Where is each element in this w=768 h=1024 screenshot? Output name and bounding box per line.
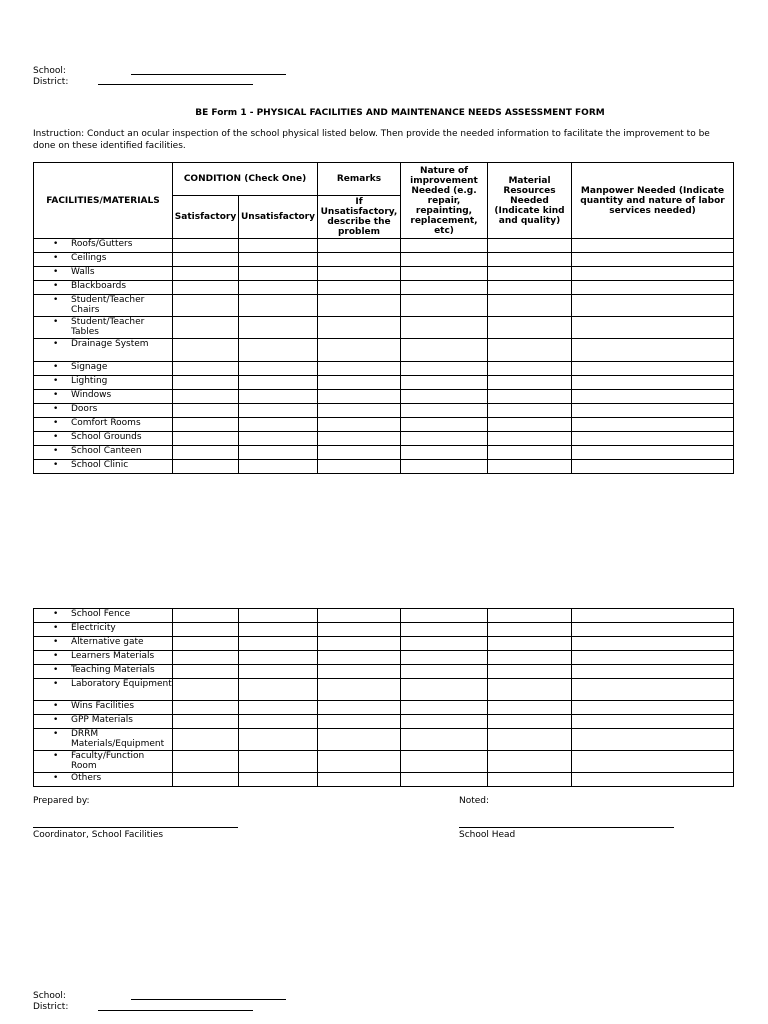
manpower-cell[interactable] — [572, 651, 734, 665]
facility-item-label: Learners Materials — [71, 651, 155, 661]
satisfactory-cell[interactable] — [173, 773, 239, 787]
manpower-cell[interactable] — [572, 665, 734, 679]
satisfactory-cell[interactable] — [173, 253, 239, 267]
facility-item — [34, 637, 173, 651]
bullet-icon: • — [53, 432, 59, 442]
material-cell[interactable] — [488, 623, 572, 637]
nature-cell[interactable] — [401, 715, 488, 729]
table-row — [34, 729, 734, 751]
satisfactory-cell[interactable] — [173, 651, 239, 665]
satisfactory-cell[interactable] — [173, 404, 239, 418]
nature-cell[interactable] — [401, 446, 488, 460]
bullet-icon: • — [53, 390, 59, 400]
nature-cell[interactable] — [401, 376, 488, 390]
facility-item — [34, 418, 173, 432]
prepared-by-label: Prepared by: — [33, 796, 90, 806]
nature-cell[interactable] — [401, 609, 488, 623]
satisfactory-cell[interactable] — [173, 281, 239, 295]
facility-item-label: Ceilings — [71, 253, 107, 263]
satisfactory-cell[interactable] — [173, 679, 239, 701]
facility-item — [34, 317, 173, 339]
satisfactory-cell[interactable] — [173, 623, 239, 637]
manpower-cell[interactable] — [572, 362, 734, 376]
satisfactory-cell[interactable] — [173, 729, 239, 751]
bullet-icon: • — [53, 460, 59, 470]
material-cell[interactable] — [488, 267, 572, 281]
facility-item — [34, 651, 173, 665]
material-cell[interactable] — [488, 418, 572, 432]
nature-cell[interactable] — [401, 390, 488, 404]
assessment-table-part2 — [33, 608, 734, 787]
facility-item — [34, 267, 173, 281]
remarks-cell[interactable] — [318, 609, 401, 623]
table-row — [34, 651, 734, 665]
remarks-cell[interactable] — [318, 267, 401, 281]
material-cell[interactable] — [488, 376, 572, 390]
table-row — [34, 701, 734, 715]
remarks-cell[interactable] — [318, 729, 401, 751]
facility-item-label: Comfort Rooms — [71, 418, 141, 428]
nature-cell[interactable] — [401, 281, 488, 295]
manpower-cell[interactable] — [572, 295, 734, 317]
form-title: BE Form 1 - PHYSICAL FACILITIES AND MAINTENANCE NEEDS ASSESSMENT FORM — [195, 108, 605, 118]
manpower-cell[interactable] — [572, 623, 734, 637]
unsatisfactory-cell[interactable] — [239, 637, 318, 651]
unsatisfactory-cell[interactable] — [239, 362, 318, 376]
material-cell[interactable] — [488, 715, 572, 729]
table-row — [34, 295, 734, 317]
table-row — [34, 339, 734, 362]
nature-cell[interactable] — [401, 623, 488, 637]
unsatisfactory-cell[interactable] — [239, 239, 318, 253]
remarks-cell[interactable] — [318, 239, 401, 253]
nature-cell[interactable] — [401, 253, 488, 267]
table-row — [34, 317, 734, 339]
bullet-icon: • — [53, 295, 59, 305]
bullet-icon: • — [53, 665, 59, 675]
material-cell[interactable] — [488, 701, 572, 715]
facility-item — [34, 609, 173, 623]
remarks-cell[interactable] — [318, 665, 401, 679]
satisfactory-cell[interactable] — [173, 446, 239, 460]
unsatisfactory-cell[interactable] — [239, 679, 318, 701]
manpower-cell[interactable] — [572, 376, 734, 390]
remarks-cell[interactable] — [318, 432, 401, 446]
satisfactory-cell[interactable] — [173, 715, 239, 729]
facility-item-label: Teaching Materials — [71, 665, 155, 675]
bullet-icon: • — [53, 281, 59, 291]
table-row — [34, 637, 734, 651]
remarks-cell[interactable] — [318, 362, 401, 376]
unsatisfactory-cell[interactable] — [239, 295, 318, 317]
satisfactory-cell[interactable] — [173, 239, 239, 253]
facility-item-label: Student/Teacher Tables — [71, 317, 145, 337]
material-cell[interactable] — [488, 679, 572, 701]
material-cell[interactable] — [488, 751, 572, 773]
material-cell[interactable] — [488, 239, 572, 253]
facility-item-label: Signage — [71, 362, 108, 372]
facility-item — [34, 751, 173, 773]
satisfactory-cell[interactable] — [173, 665, 239, 679]
nature-cell[interactable] — [401, 418, 488, 432]
manpower-cell[interactable] — [572, 253, 734, 267]
facility-item — [34, 729, 173, 751]
bullet-icon: • — [53, 446, 59, 456]
manpower-cell[interactable] — [572, 637, 734, 651]
facility-item-label: Drainage System — [71, 339, 149, 349]
table-row — [34, 376, 734, 390]
bullet-icon: • — [53, 317, 59, 327]
nature-cell[interactable] — [401, 317, 488, 339]
material-cell[interactable] — [488, 446, 572, 460]
material-cell[interactable] — [488, 432, 572, 446]
unsatisfactory-cell[interactable] — [239, 773, 318, 787]
facility-item-label: Others — [71, 773, 102, 783]
facility-item — [34, 679, 173, 701]
manpower-cell[interactable] — [572, 339, 734, 362]
table-row — [34, 239, 734, 253]
facility-item-label: School Canteen — [71, 446, 142, 456]
district-field-line[interactable] — [98, 84, 253, 85]
nature-cell[interactable] — [401, 773, 488, 787]
nature-cell[interactable] — [401, 651, 488, 665]
bullet-icon: • — [53, 651, 59, 661]
instruction-text: Instruction: Conduct an ocular inspection of the school physical listed below. Then provide the needed information to facilitate the improvement to be done on these identified facilities. — [33, 129, 710, 151]
facility-item — [34, 339, 173, 362]
table-row — [34, 446, 734, 460]
remarks-cell[interactable] — [318, 339, 401, 362]
manpower-cell[interactable] — [572, 715, 734, 729]
assessment-table-part1 — [33, 162, 734, 474]
manpower-cell[interactable] — [572, 281, 734, 295]
remarks-cell[interactable] — [318, 295, 401, 317]
remarks-cell[interactable] — [318, 376, 401, 390]
facility-item-label: Laboratory Equipment — [71, 679, 172, 689]
bullet-icon: • — [53, 418, 59, 428]
table-row — [34, 418, 734, 432]
material-cell[interactable] — [488, 404, 572, 418]
school-label-bottom: School: — [33, 991, 66, 1001]
table-row — [34, 432, 734, 446]
facility-item-label: Lighting — [71, 376, 108, 386]
school-head-label: School Head — [459, 830, 516, 840]
material-cell[interactable] — [488, 317, 572, 339]
nature-cell[interactable] — [401, 404, 488, 418]
header-remarks: Remarks — [318, 163, 401, 196]
satisfactory-cell[interactable] — [173, 376, 239, 390]
remarks-cell[interactable] — [318, 390, 401, 404]
bullet-icon: • — [53, 729, 59, 739]
material-cell[interactable] — [488, 281, 572, 295]
facility-item-label: DRRM Materials/Equipment — [71, 729, 165, 749]
header-satisfactory: Satisfactory — [173, 196, 239, 239]
manpower-cell[interactable] — [572, 751, 734, 773]
unsatisfactory-cell[interactable] — [239, 609, 318, 623]
header-remarks-sub: If Unsatisfactory, describe the problem — [318, 196, 401, 239]
table-row — [34, 267, 734, 281]
bullet-icon: • — [53, 404, 59, 414]
remarks-cell[interactable] — [318, 253, 401, 267]
facility-item-label: GPP Materials — [71, 715, 133, 725]
facility-item — [34, 446, 173, 460]
material-cell[interactable] — [488, 609, 572, 623]
satisfactory-cell[interactable] — [173, 339, 239, 362]
facility-item-label: Electricity — [71, 623, 116, 633]
district-label-bottom: District: — [33, 1002, 69, 1012]
table-row — [34, 751, 734, 773]
manpower-cell[interactable] — [572, 701, 734, 715]
unsatisfactory-cell[interactable] — [239, 281, 318, 295]
unsatisfactory-cell[interactable] — [239, 339, 318, 362]
bullet-icon: • — [53, 267, 59, 277]
manpower-cell[interactable] — [572, 317, 734, 339]
school-field-line[interactable] — [131, 74, 286, 75]
facility-item — [34, 715, 173, 729]
nature-cell[interactable] — [401, 239, 488, 253]
facility-item — [34, 253, 173, 267]
material-cell[interactable] — [488, 390, 572, 404]
facility-item — [34, 295, 173, 317]
bullet-icon: • — [53, 239, 59, 249]
facility-item — [34, 239, 173, 253]
bullet-icon: • — [53, 751, 59, 761]
satisfactory-cell[interactable] — [173, 701, 239, 715]
header-condition: CONDITION (Check One) — [173, 163, 318, 196]
remarks-cell[interactable] — [318, 281, 401, 295]
facility-item — [34, 460, 173, 474]
bullet-icon: • — [53, 773, 59, 783]
nature-cell[interactable] — [401, 339, 488, 362]
unsatisfactory-cell[interactable] — [239, 317, 318, 339]
facility-item-label: Doors — [71, 404, 98, 414]
district-label: District: — [33, 77, 69, 87]
header-nature: Nature of improvement Needed (e.g. repair, repainting, replacement, etc) — [401, 163, 488, 239]
table-row — [34, 679, 734, 701]
table-row — [34, 773, 734, 787]
material-cell[interactable] — [488, 637, 572, 651]
remarks-cell[interactable] — [318, 701, 401, 715]
manpower-cell[interactable] — [572, 267, 734, 281]
nature-cell[interactable] — [401, 751, 488, 773]
header-facilities: FACILITIES/MATERIALS — [34, 163, 173, 239]
remarks-cell[interactable] — [318, 418, 401, 432]
bullet-icon: • — [53, 253, 59, 263]
unsatisfactory-cell[interactable] — [239, 623, 318, 637]
unsatisfactory-cell[interactable] — [239, 665, 318, 679]
unsatisfactory-cell[interactable] — [239, 432, 318, 446]
facility-item-label: Alternative gate — [71, 637, 144, 647]
facility-item-label: Windows — [71, 390, 112, 400]
manpower-cell[interactable] — [572, 432, 734, 446]
table-row — [34, 460, 734, 474]
manpower-cell[interactable] — [572, 773, 734, 787]
material-cell[interactable] — [488, 460, 572, 474]
facility-item — [34, 623, 173, 637]
school-field-line-bottom[interactable] — [131, 999, 286, 1000]
coordinator-label: Coordinator, School Facilities — [33, 830, 164, 840]
table-row — [34, 623, 734, 637]
manpower-cell[interactable] — [572, 239, 734, 253]
table-row — [34, 665, 734, 679]
bullet-icon: • — [53, 339, 59, 349]
table-row — [34, 404, 734, 418]
satisfactory-cell[interactable] — [173, 609, 239, 623]
unsatisfactory-cell[interactable] — [239, 390, 318, 404]
unsatisfactory-cell[interactable] — [239, 418, 318, 432]
facility-item-label: Roofs/Gutters — [71, 239, 133, 249]
manpower-cell[interactable] — [572, 418, 734, 432]
header-unsatisfactory: Unsatisfactory — [239, 196, 318, 239]
nature-cell[interactable] — [401, 665, 488, 679]
manpower-cell[interactable] — [572, 679, 734, 701]
facility-item — [34, 362, 173, 376]
unsatisfactory-cell[interactable] — [239, 404, 318, 418]
facility-item — [34, 773, 173, 787]
satisfactory-cell[interactable] — [173, 751, 239, 773]
material-cell[interactable] — [488, 651, 572, 665]
unsatisfactory-cell[interactable] — [239, 446, 318, 460]
unsatisfactory-cell[interactable] — [239, 729, 318, 751]
table-row — [34, 390, 734, 404]
nature-cell[interactable] — [401, 701, 488, 715]
facility-item — [34, 432, 173, 446]
unsatisfactory-cell[interactable] — [239, 376, 318, 390]
material-cell[interactable] — [488, 729, 572, 751]
satisfactory-cell[interactable] — [173, 460, 239, 474]
manpower-cell[interactable] — [572, 404, 734, 418]
facility-item — [34, 665, 173, 679]
header-material: Material Resources Needed (Indicate kind and quality) — [488, 163, 572, 239]
facility-item — [34, 281, 173, 295]
district-field-line-bottom[interactable] — [98, 1010, 253, 1011]
material-cell[interactable] — [488, 295, 572, 317]
satisfactory-cell[interactable] — [173, 432, 239, 446]
unsatisfactory-cell[interactable] — [239, 751, 318, 773]
remarks-cell[interactable] — [318, 651, 401, 665]
facility-item-label: School Fence — [71, 609, 131, 619]
table-row — [34, 281, 734, 295]
table-row — [34, 253, 734, 267]
school-label: School: — [33, 66, 66, 76]
satisfactory-cell[interactable] — [173, 390, 239, 404]
facility-item-label: Blackboards — [71, 281, 127, 291]
remarks-cell[interactable] — [318, 446, 401, 460]
header-manpower: Manpower Needed (Indicate quantity and nature of labor services needed) — [572, 163, 734, 239]
facility-item — [34, 404, 173, 418]
nature-cell[interactable] — [401, 637, 488, 651]
facility-item-label: Walls — [71, 267, 95, 277]
nature-cell[interactable] — [401, 432, 488, 446]
satisfactory-cell[interactable] — [173, 295, 239, 317]
manpower-cell[interactable] — [572, 446, 734, 460]
remarks-cell[interactable] — [318, 623, 401, 637]
unsatisfactory-cell[interactable] — [239, 253, 318, 267]
remarks-cell[interactable] — [318, 637, 401, 651]
satisfactory-cell[interactable] — [173, 317, 239, 339]
facility-item — [34, 376, 173, 390]
nature-cell[interactable] — [401, 460, 488, 474]
facility-item-label: Faculty/Function Room — [71, 751, 145, 771]
manpower-cell[interactable] — [572, 460, 734, 474]
bullet-icon: • — [53, 715, 59, 725]
manpower-cell[interactable] — [572, 390, 734, 404]
bullet-icon: • — [53, 376, 59, 386]
remarks-cell[interactable] — [318, 460, 401, 474]
bullet-icon: • — [53, 609, 59, 619]
satisfactory-cell[interactable] — [173, 637, 239, 651]
material-cell[interactable] — [488, 339, 572, 362]
school-head-signature-line[interactable] — [459, 827, 674, 828]
remarks-cell[interactable] — [318, 773, 401, 787]
satisfactory-cell[interactable] — [173, 362, 239, 376]
unsatisfactory-cell[interactable] — [239, 267, 318, 281]
unsatisfactory-cell[interactable] — [239, 651, 318, 665]
table-row — [34, 362, 734, 376]
manpower-cell[interactable] — [572, 609, 734, 623]
satisfactory-cell[interactable] — [173, 267, 239, 281]
bullet-icon: • — [53, 623, 59, 633]
unsatisfactory-cell[interactable] — [239, 460, 318, 474]
material-cell[interactable] — [488, 362, 572, 376]
nature-cell[interactable] — [401, 267, 488, 281]
remarks-cell[interactable] — [318, 317, 401, 339]
material-cell[interactable] — [488, 665, 572, 679]
nature-cell[interactable] — [401, 295, 488, 317]
bullet-icon: • — [53, 701, 59, 711]
bullet-icon: • — [53, 679, 59, 689]
material-cell[interactable] — [488, 773, 572, 787]
manpower-cell[interactable] — [572, 729, 734, 751]
nature-cell[interactable] — [401, 729, 488, 751]
coordinator-signature-line[interactable] — [33, 827, 238, 828]
remarks-cell[interactable] — [318, 751, 401, 773]
unsatisfactory-cell[interactable] — [239, 715, 318, 729]
facility-item — [34, 701, 173, 715]
bullet-icon: • — [53, 637, 59, 647]
facility-item-label: School Grounds — [71, 432, 142, 442]
facility-item-label: Student/Teacher Chairs — [71, 295, 145, 315]
remarks-cell[interactable] — [318, 715, 401, 729]
table-row — [34, 609, 734, 623]
unsatisfactory-cell[interactable] — [239, 701, 318, 715]
material-cell[interactable] — [488, 253, 572, 267]
table-row — [34, 715, 734, 729]
remarks-cell[interactable] — [318, 404, 401, 418]
facility-item-label: Wins Facilities — [71, 701, 135, 711]
noted-label: Noted: — [459, 796, 490, 806]
nature-cell[interactable] — [401, 679, 488, 701]
satisfactory-cell[interactable] — [173, 418, 239, 432]
facility-item-label: School Clinic — [71, 460, 129, 470]
nature-cell[interactable] — [401, 362, 488, 376]
remarks-cell[interactable] — [318, 679, 401, 701]
facility-item — [34, 390, 173, 404]
bullet-icon: • — [53, 362, 59, 372]
